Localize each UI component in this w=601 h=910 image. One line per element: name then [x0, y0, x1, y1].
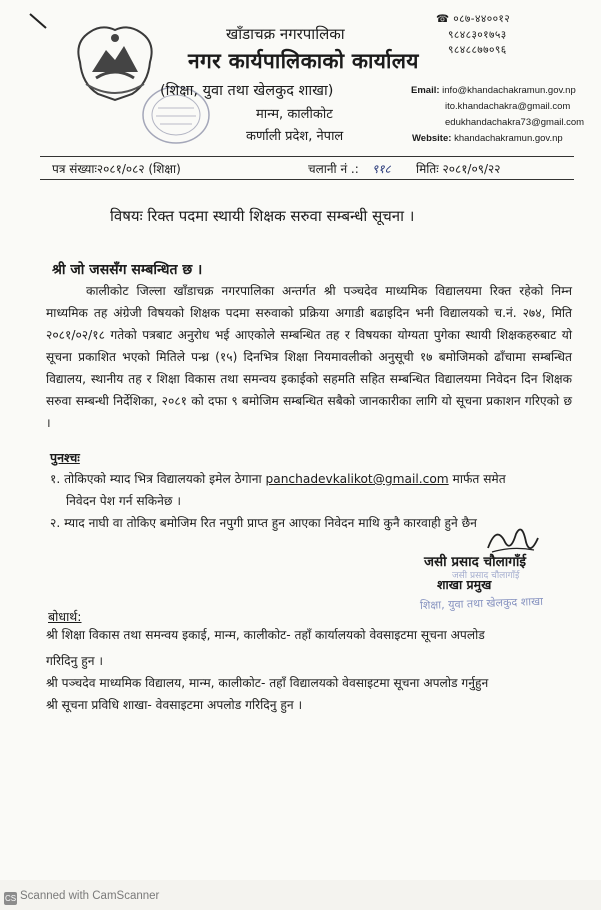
scanner-footer — [0, 884, 601, 910]
email-address: ito.khandachakra@gmail.com — [445, 101, 571, 112]
website-label: Website: — [412, 133, 452, 144]
section-stamp-text: शिक्षा, युवा तथा खेलकुद शाखा — [419, 594, 544, 613]
header-rule-bottom — [40, 179, 574, 180]
item-text: १. तोकिएको म्याद भित्र विद्यालयको इमेल ठेगाना — [50, 472, 262, 486]
cc-heading: बोधार्थ: — [48, 609, 82, 624]
cc-line: श्री सूचना प्रविधि शाखा- वेवसाइटमा अपलोड गरिदिनु हुन । — [46, 698, 303, 712]
item-text: मार्फत समेत — [452, 472, 506, 486]
postscript-item-1 — [50, 468, 506, 490]
cc-line: श्री शिक्षा विकास तथा समन्वय इकाई, मान्म, कालीकोट- तहाँ कार्यालयको वेवसाइटमा सूचना अपलोड — [46, 628, 485, 642]
signatory-name: जसी प्रसाद चौलागाँई — [424, 554, 526, 570]
email-line — [411, 85, 576, 96]
header-rule-top — [40, 156, 574, 157]
subject-line: विषयः रिक्त पदमा स्थायी शिक्षक सरुवा सम्बन्धी सूचना । — [110, 207, 415, 225]
dispatch-number: ९१८ — [372, 162, 391, 176]
phone-number: ☎ ०८७-४४००१२ — [436, 13, 511, 25]
postscript-heading: पुनश्चः — [50, 450, 80, 465]
signatory-title: शाखा प्रमुख — [437, 577, 492, 592]
website-url: khandachakramun.gov.np — [454, 133, 563, 144]
dispatch-label: चलानी नं .: — [308, 162, 359, 176]
website-line — [412, 133, 563, 144]
scanner-watermark — [4, 890, 159, 905]
salutation: श्री जो जससँग सम्बन्धित छ । — [52, 262, 203, 278]
camscanner-icon: CS — [4, 894, 17, 903]
cc-line: श्री पञ्चदेव माध्यमिक विद्यालय, मान्म, कालीकोट- तहाँ विद्यालयको वेवसाइटमा सूचना अपलोड गर्नुहुन — [46, 676, 489, 690]
cc-line: गरिदिनु हुन । — [46, 654, 103, 668]
stamp-name-text: जसी प्रसाद चौलागाँई — [452, 571, 520, 581]
pen-mark — [28, 12, 50, 30]
email-address: edukhandachakra73@gmail.com — [445, 117, 585, 128]
email-address: info@khandachakramun.gov.np — [442, 85, 576, 96]
reference-row — [48, 160, 572, 178]
address-line-2: कर्णाली प्रदेश, नेपाल — [246, 129, 344, 144]
section-name: (शिक्षा, युवा तथा खेलकुद शाखा) — [160, 83, 334, 99]
school-email-link[interactable]: panchadevkalikot@gmail.com — [265, 472, 449, 486]
letter-date: मितिः २०८१/०९/२२ — [416, 162, 501, 176]
phone-number: ९८४८८७७०९६ — [448, 44, 507, 56]
letter-number: पत्र संख्याः२०८१/०८२ (शिक्षा) — [52, 162, 181, 176]
address-line-1: मान्म, कालीकोट — [256, 107, 333, 122]
municipality-name: खाँडाचक्र नगरपालिका — [226, 25, 345, 43]
postscript-item-2: २. म्याद नाघी वा तोकिए बमोजिम रित नपुगी प्राप्त हुन आएका निवेदन माथि कुनै कारवाही हुने छैन — [50, 516, 477, 530]
office-name: नगर कार्यपालिकाको कार्यालय — [188, 49, 419, 73]
postscript-item-1-cont: निवेदन पेश गर्न सकिनेछ । — [66, 494, 181, 508]
notice-body: कालीकोट जिल्ला खाँडाचक्र नगरपालिका अन्तर्गत श्री पञ्चदेव माध्यमिक विद्यालयमा रिक्त रहेको निम्न माध्यमिक तह अंग्रेजी विषयको शिक्षक पदमा सरुवाको प्रक्रिया अगाडी बढाइदिन भनी विद्यालयको च.नं. २७४, मिति २०८१/०२/१८ गतेको पत्रबाट अनुरोध भई आएकोले सम्बन्धित तह र विषयका योग्यता पुगेका स्थायी शिक्षकहरुबाट यो सूचना प्रकाशित भएको मितिले पन्ध्र (१५) दिनभित्र शिक्षा नियमावलीको अनुसूची १७ बमोजिमको ढाँचामा सम्बन्धित विद्यालय, स्थानीय तह र शिक्षा विकास तथा समन्वय इकाईको सहमति सहित सम्बन्धित विद्यालयमा निवेदन दिन शिक्षक सरुवा सम्बन्धी निर्देशिका, २०८१ को दफा ९ बमोजिम सम्बन्धित सबैको जानकारीका लागि यो सूचना प्रकाशन गरिएको छ । — [46, 284, 572, 430]
phone-number: ९८४८३०१७५३ — [448, 29, 507, 41]
email-label: Email: — [411, 85, 440, 96]
watermark-text: Scanned with CamScanner — [20, 890, 160, 902]
